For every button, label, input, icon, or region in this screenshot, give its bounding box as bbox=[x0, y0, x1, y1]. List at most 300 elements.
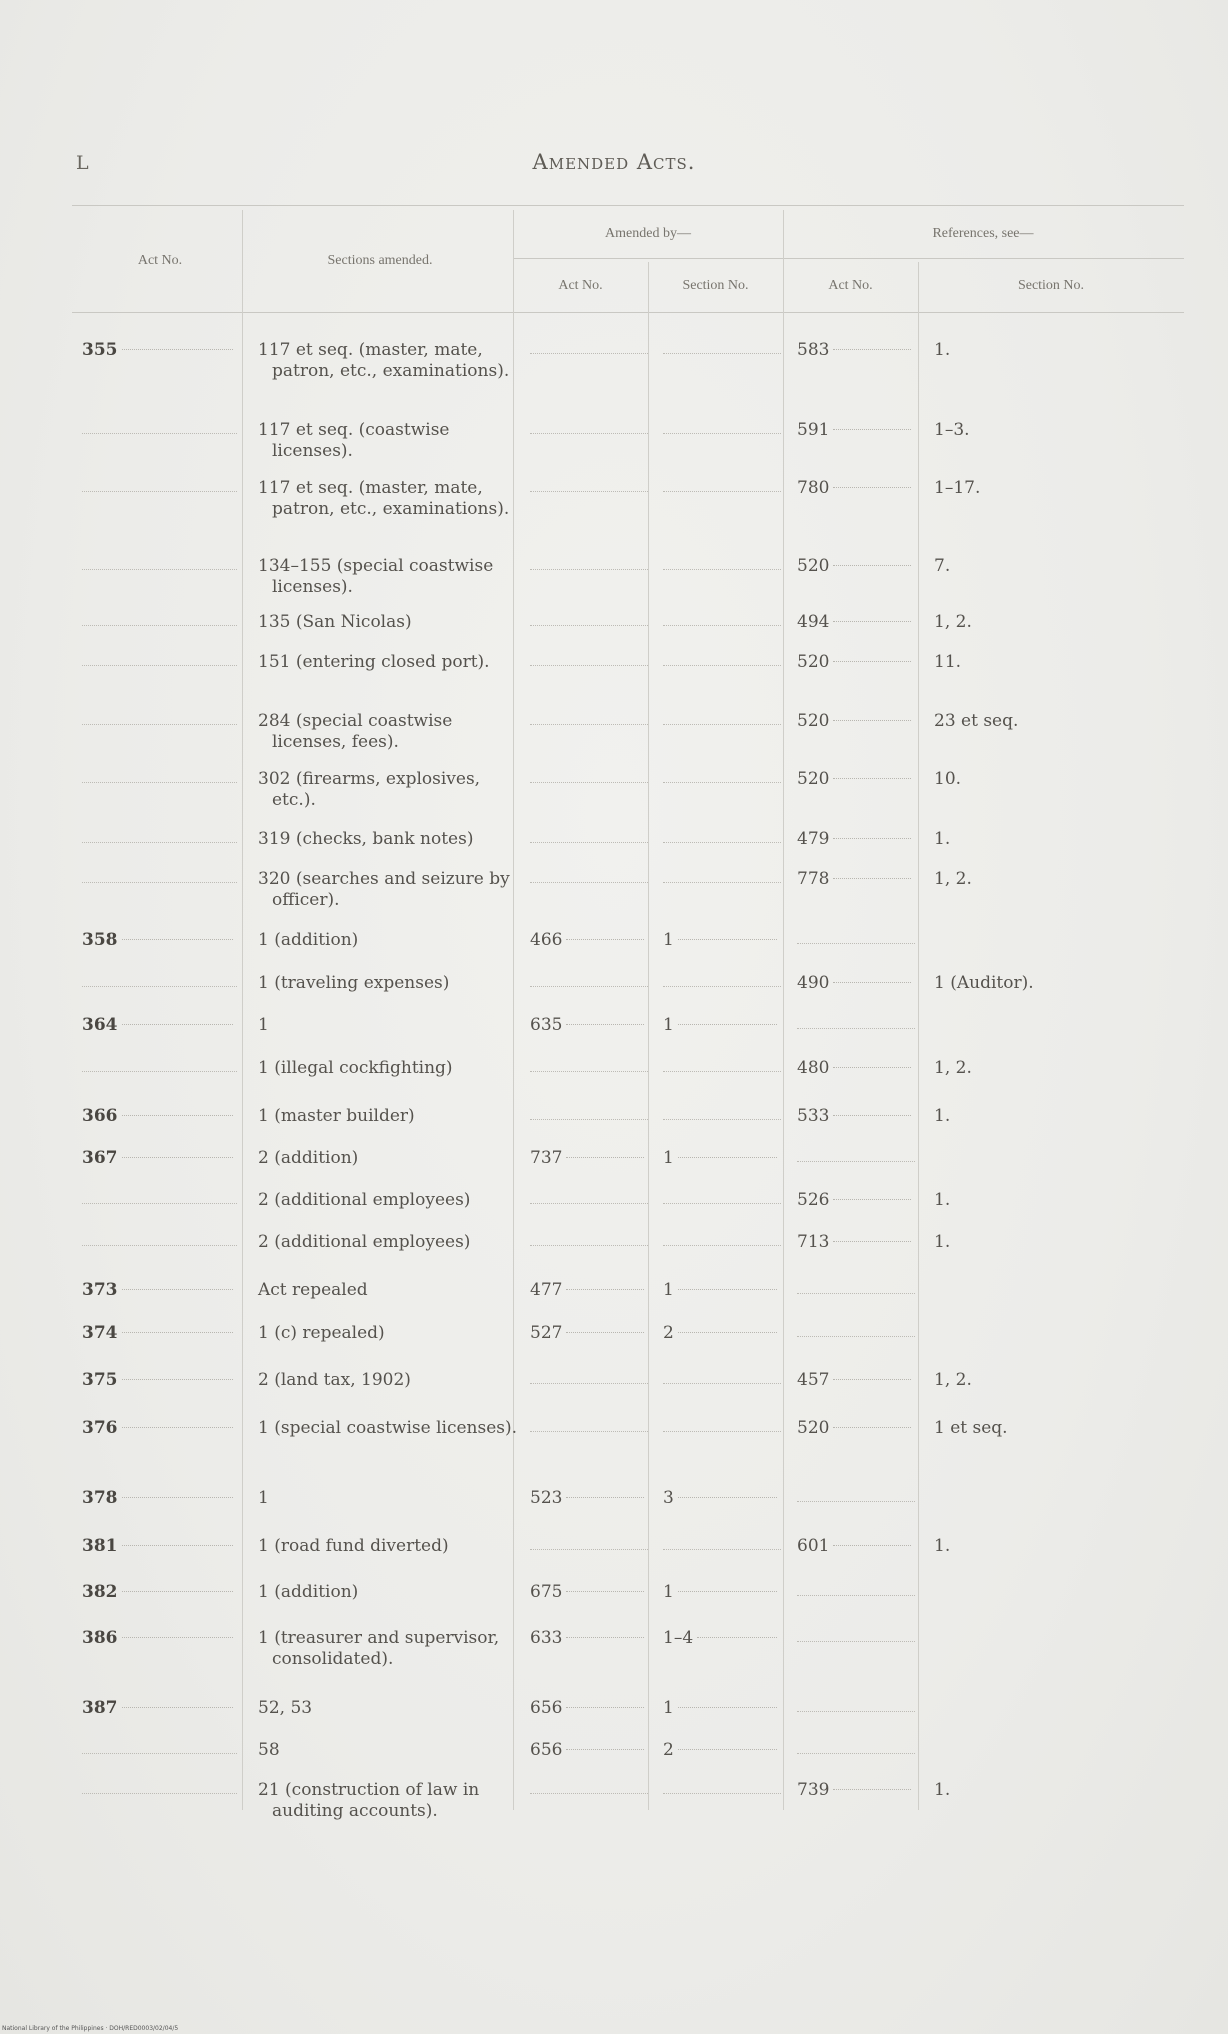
amended-act-cell bbox=[530, 1015, 648, 1036]
amended-section-cell bbox=[663, 1323, 781, 1344]
cell-text: 1 (road fund diverted) bbox=[258, 1536, 449, 1556]
leader-dots bbox=[82, 1244, 237, 1246]
amended-act-cell bbox=[530, 1370, 648, 1384]
cell-text: 21 (construction of law in auditing accounts). bbox=[258, 1780, 480, 1821]
leader-dots bbox=[530, 1070, 648, 1072]
leader-dots bbox=[833, 981, 911, 983]
cell-text: 1, 2. bbox=[934, 1370, 972, 1390]
cell-text: 466 bbox=[530, 930, 563, 950]
column-divider bbox=[242, 210, 243, 1810]
leader-dots bbox=[663, 781, 781, 783]
reference-section-cell bbox=[934, 1536, 1154, 1557]
cell-text: 520 bbox=[797, 556, 830, 576]
amended-section-cell bbox=[663, 1740, 781, 1761]
leader-dots bbox=[797, 942, 915, 944]
act-number-cell bbox=[82, 478, 237, 492]
header-act-no: Act No. bbox=[137, 253, 183, 268]
leader-dots bbox=[833, 620, 911, 622]
cell-text: 533 bbox=[797, 1106, 830, 1126]
amended-section-cell bbox=[663, 1536, 781, 1550]
cell-text: 1 (illegal cockfighting) bbox=[258, 1058, 453, 1078]
act-number-cell bbox=[82, 930, 237, 951]
reference-act-cell bbox=[797, 1780, 915, 1801]
amended-section-cell bbox=[663, 1780, 781, 1794]
leader-dots bbox=[678, 1748, 777, 1750]
act-number-cell bbox=[82, 1698, 237, 1719]
cell-text: 364 bbox=[82, 1015, 118, 1035]
act-number-cell bbox=[82, 1780, 237, 1794]
leader-dots bbox=[566, 1156, 644, 1158]
leader-dots bbox=[663, 432, 781, 434]
cell-text: 52, 53 bbox=[258, 1698, 313, 1718]
cell-text: 10. bbox=[934, 769, 962, 789]
reference-act-cell bbox=[797, 769, 915, 790]
amended-act-cell bbox=[530, 1740, 648, 1761]
cell-text: 381 bbox=[82, 1536, 118, 1556]
leader-dots bbox=[678, 1288, 777, 1290]
leader-dots bbox=[678, 1496, 777, 1498]
section-cell bbox=[258, 1058, 524, 1079]
leader-dots bbox=[122, 1331, 234, 1333]
cell-text: 2 (additional employees) bbox=[258, 1190, 471, 1210]
cell-text: 583 bbox=[797, 340, 830, 360]
reference-act-cell bbox=[797, 711, 915, 732]
leader-dots bbox=[833, 564, 911, 566]
section-cell bbox=[258, 1628, 524, 1670]
reference-act-cell bbox=[797, 1488, 915, 1502]
reference-act-cell bbox=[797, 930, 915, 944]
cell-text: 675 bbox=[530, 1582, 563, 1602]
section-cell bbox=[258, 1582, 524, 1603]
leader-dots bbox=[833, 777, 911, 779]
cell-text: 520 bbox=[797, 711, 830, 731]
cell-text: 656 bbox=[530, 1740, 563, 1760]
cell-text: 373 bbox=[82, 1280, 118, 1300]
cell-text: 1 bbox=[663, 1280, 674, 1300]
section-cell bbox=[258, 930, 524, 951]
leader-dots bbox=[797, 1335, 915, 1337]
cell-text: 477 bbox=[530, 1280, 563, 1300]
cell-text: 320 (searches and seizure by officer). bbox=[258, 869, 510, 910]
reference-act-cell bbox=[797, 1323, 915, 1337]
act-number-cell bbox=[82, 1280, 237, 1301]
reference-act-cell bbox=[797, 652, 915, 673]
reference-section-cell bbox=[934, 1232, 1154, 1253]
leader-dots bbox=[797, 1710, 915, 1712]
cell-text: 1. bbox=[934, 1190, 951, 1210]
section-cell bbox=[258, 1280, 524, 1301]
act-number-cell bbox=[82, 1232, 237, 1246]
amended-section-cell bbox=[663, 769, 781, 783]
cell-text: 7. bbox=[934, 556, 951, 576]
cell-text: 1. bbox=[934, 1232, 951, 1252]
amended-section-cell bbox=[663, 1628, 781, 1649]
cell-text: 1 bbox=[663, 1698, 674, 1718]
amended-act-cell bbox=[530, 973, 648, 987]
leader-dots bbox=[530, 1202, 648, 1204]
amended-section-cell bbox=[663, 652, 781, 666]
act-number-cell bbox=[82, 1740, 237, 1754]
leader-dots bbox=[797, 1160, 915, 1162]
act-number-cell bbox=[82, 869, 237, 883]
amended-section-cell bbox=[663, 556, 781, 570]
cell-text: 480 bbox=[797, 1058, 830, 1078]
amended-section-cell bbox=[663, 420, 781, 434]
section-cell bbox=[258, 1323, 524, 1344]
amended-section-cell bbox=[663, 1582, 781, 1603]
amended-act-cell bbox=[530, 420, 648, 434]
leader-dots bbox=[833, 486, 911, 488]
amended-by-rule bbox=[513, 258, 783, 259]
leader-dots bbox=[663, 568, 781, 570]
cell-text: 355 bbox=[82, 340, 118, 360]
section-cell bbox=[258, 711, 524, 753]
amended-act-cell bbox=[530, 1582, 648, 1603]
leader-dots bbox=[82, 841, 237, 843]
cell-text: 520 bbox=[797, 769, 830, 789]
act-number-cell bbox=[82, 556, 237, 570]
cell-text: 2 (additional employees) bbox=[258, 1232, 471, 1252]
cell-text: 382 bbox=[82, 1582, 118, 1602]
leader-dots bbox=[663, 841, 781, 843]
leader-dots bbox=[663, 723, 781, 725]
leader-dots bbox=[663, 881, 781, 883]
cell-text: 591 bbox=[797, 420, 830, 440]
leader-dots bbox=[82, 1792, 237, 1794]
reference-section-cell bbox=[934, 478, 1154, 499]
leader-dots bbox=[566, 1331, 644, 1333]
cell-text: 117 et seq. (coastwise licenses). bbox=[258, 420, 450, 461]
references-rule bbox=[784, 258, 1184, 259]
act-number-cell bbox=[82, 1370, 237, 1391]
cell-text: 1–3. bbox=[934, 420, 970, 440]
cell-text: 2 (land tax, 1902) bbox=[258, 1370, 411, 1390]
leader-dots bbox=[833, 719, 911, 721]
act-number-cell bbox=[82, 1418, 237, 1439]
leader-dots bbox=[122, 938, 234, 940]
amended-section-cell bbox=[663, 973, 781, 987]
cell-text: 1. bbox=[934, 1536, 951, 1556]
cell-text: 151 (entering closed port). bbox=[258, 652, 490, 672]
leader-dots bbox=[678, 1706, 777, 1708]
amended-act-cell bbox=[530, 769, 648, 783]
reference-act-cell bbox=[797, 1280, 915, 1294]
leader-dots bbox=[663, 1118, 781, 1120]
section-cell bbox=[258, 1015, 524, 1036]
reference-act-cell bbox=[797, 1698, 915, 1712]
section-cell bbox=[258, 1148, 524, 1169]
leader-dots bbox=[530, 1382, 648, 1384]
leader-dots bbox=[530, 432, 648, 434]
section-cell bbox=[258, 652, 524, 673]
amended-section-cell bbox=[663, 478, 781, 492]
cell-text: 3 bbox=[663, 1488, 674, 1508]
header-ref-section-no: Section No. bbox=[1017, 278, 1085, 293]
leader-dots bbox=[833, 428, 911, 430]
reference-section-cell bbox=[934, 652, 1154, 673]
reference-act-cell bbox=[797, 1015, 915, 1029]
cell-text: 376 bbox=[82, 1418, 118, 1438]
reference-section-cell bbox=[934, 1058, 1154, 1079]
leader-dots bbox=[566, 1496, 644, 1498]
leader-dots bbox=[530, 568, 648, 570]
leader-dots bbox=[678, 938, 777, 940]
amended-section-cell bbox=[663, 829, 781, 843]
amended-act-cell bbox=[530, 1190, 648, 1204]
cell-text: 375 bbox=[82, 1370, 118, 1390]
leader-dots bbox=[833, 1788, 911, 1790]
cell-text: 367 bbox=[82, 1148, 118, 1168]
column-divider bbox=[783, 210, 784, 1810]
reference-act-cell bbox=[797, 1628, 915, 1642]
leader-dots bbox=[122, 1114, 234, 1116]
act-number-cell bbox=[82, 1628, 237, 1649]
leader-dots bbox=[833, 877, 911, 879]
act-number-cell bbox=[82, 1536, 237, 1557]
leader-dots bbox=[678, 1023, 777, 1025]
cell-text: 1 (traveling expenses) bbox=[258, 973, 450, 993]
section-cell bbox=[258, 869, 524, 911]
cell-text: 1 bbox=[663, 1148, 674, 1168]
leader-dots bbox=[678, 1331, 777, 1333]
cell-text: 494 bbox=[797, 612, 830, 632]
reference-section-cell bbox=[934, 556, 1154, 577]
reference-section-cell bbox=[934, 769, 1154, 790]
leader-dots bbox=[663, 490, 781, 492]
leader-dots bbox=[82, 881, 237, 883]
leader-dots bbox=[797, 1594, 915, 1596]
amended-section-cell bbox=[663, 1280, 781, 1301]
section-cell bbox=[258, 1190, 524, 1211]
cell-text: 58 bbox=[258, 1740, 280, 1760]
running-title: Amended Acts. bbox=[532, 150, 696, 174]
leader-dots bbox=[530, 1244, 648, 1246]
reference-act-cell bbox=[797, 1106, 915, 1127]
leader-dots bbox=[530, 841, 648, 843]
leader-dots bbox=[530, 1548, 648, 1550]
leader-dots bbox=[82, 568, 237, 570]
cell-text: 1 bbox=[258, 1015, 269, 1035]
act-number-cell bbox=[82, 769, 237, 783]
leader-dots bbox=[82, 781, 237, 783]
act-number-cell bbox=[82, 420, 237, 434]
leader-dots bbox=[566, 1288, 644, 1290]
leader-dots bbox=[82, 1070, 237, 1072]
leader-dots bbox=[530, 1118, 648, 1120]
leader-dots bbox=[663, 664, 781, 666]
cell-text: 1, 2. bbox=[934, 612, 972, 632]
amended-act-cell bbox=[530, 1488, 648, 1509]
leader-dots bbox=[833, 1544, 911, 1546]
amended-section-cell bbox=[663, 1698, 781, 1719]
act-number-cell bbox=[82, 1190, 237, 1204]
header-amended-by: Amended by— bbox=[605, 226, 691, 241]
reference-section-cell bbox=[934, 1780, 1154, 1801]
act-number-cell bbox=[82, 711, 237, 725]
reference-section-cell bbox=[934, 1418, 1154, 1439]
amended-section-cell bbox=[663, 1370, 781, 1384]
cell-text: 366 bbox=[82, 1106, 118, 1126]
amended-act-cell bbox=[530, 1323, 648, 1344]
cell-text: 526 bbox=[797, 1190, 830, 1210]
leader-dots bbox=[566, 1023, 644, 1025]
cell-text: 134–155 (special coastwise licenses). bbox=[258, 556, 494, 597]
reference-section-cell bbox=[934, 1370, 1154, 1391]
amended-section-cell bbox=[663, 1148, 781, 1169]
leader-dots bbox=[566, 1748, 644, 1750]
section-cell bbox=[258, 1740, 524, 1761]
amended-act-cell bbox=[530, 1232, 648, 1246]
leader-dots bbox=[833, 348, 911, 350]
leader-dots bbox=[82, 985, 237, 987]
cell-text: 1 (master builder) bbox=[258, 1106, 415, 1126]
leader-dots bbox=[833, 1114, 911, 1116]
leader-dots bbox=[122, 1706, 234, 1708]
leader-dots bbox=[797, 1500, 915, 1502]
leader-dots bbox=[82, 432, 237, 434]
reference-section-cell bbox=[934, 869, 1154, 890]
scan-credit: National Library of the Philippines · DOH/RED0003/02/04/5 bbox=[2, 2025, 179, 2032]
amended-section-cell bbox=[663, 930, 781, 951]
amended-act-cell bbox=[530, 612, 648, 626]
reference-section-cell bbox=[934, 612, 1154, 633]
leader-dots bbox=[663, 352, 781, 354]
leader-dots bbox=[566, 1706, 644, 1708]
cell-text: 2 (addition) bbox=[258, 1148, 359, 1168]
amended-act-cell bbox=[530, 1698, 648, 1719]
section-cell bbox=[258, 769, 524, 811]
cell-text: Act repealed bbox=[258, 1280, 368, 1300]
reference-section-cell bbox=[934, 1106, 1154, 1127]
act-number-cell bbox=[82, 1488, 237, 1509]
leader-dots bbox=[663, 1244, 781, 1246]
amended-act-cell bbox=[530, 1148, 648, 1169]
leader-dots bbox=[122, 1496, 234, 1498]
amended-act-cell bbox=[530, 556, 648, 570]
leader-dots bbox=[678, 1156, 777, 1158]
cell-text: 1 bbox=[663, 1015, 674, 1035]
leader-dots bbox=[566, 938, 644, 940]
cell-text: 520 bbox=[797, 1418, 830, 1438]
cell-text: 1, 2. bbox=[934, 1058, 972, 1078]
cell-text: 713 bbox=[797, 1232, 830, 1252]
cell-text: 23 et seq. bbox=[934, 711, 1019, 731]
leader-dots bbox=[833, 1066, 911, 1068]
cell-text: 1. bbox=[934, 1780, 951, 1800]
cell-text: 1. bbox=[934, 1106, 951, 1126]
cell-text: 780 bbox=[797, 478, 830, 498]
reference-act-cell bbox=[797, 1232, 915, 1253]
reference-act-cell bbox=[797, 1740, 915, 1754]
cell-text: 479 bbox=[797, 829, 830, 849]
leader-dots bbox=[663, 1548, 781, 1550]
reference-act-cell bbox=[797, 478, 915, 499]
leader-dots bbox=[566, 1636, 644, 1638]
amended-act-cell bbox=[530, 930, 648, 951]
amended-section-cell bbox=[663, 340, 781, 354]
reference-act-cell bbox=[797, 1190, 915, 1211]
act-number-cell bbox=[82, 973, 237, 987]
amended-act-cell bbox=[530, 1418, 648, 1432]
section-cell bbox=[258, 1780, 524, 1822]
header-amended-section-no: Section No. bbox=[682, 278, 749, 293]
leader-dots bbox=[530, 624, 648, 626]
section-cell bbox=[258, 1370, 524, 1391]
cell-text: 520 bbox=[797, 652, 830, 672]
cell-text: 117 et seq. (master, mate, patron, etc., examinations). bbox=[258, 478, 510, 519]
leader-dots bbox=[663, 1430, 781, 1432]
amended-section-cell bbox=[663, 711, 781, 725]
amended-act-cell bbox=[530, 711, 648, 725]
reference-act-cell bbox=[797, 340, 915, 361]
section-cell bbox=[258, 340, 524, 382]
cell-text: 778 bbox=[797, 869, 830, 889]
leader-dots bbox=[663, 1070, 781, 1072]
leader-dots bbox=[797, 1292, 915, 1294]
amended-section-cell bbox=[663, 612, 781, 626]
act-number-cell bbox=[82, 1106, 237, 1127]
act-number-cell bbox=[82, 1148, 237, 1169]
act-number-cell bbox=[82, 652, 237, 666]
leader-dots bbox=[122, 1590, 234, 1592]
cell-text: 635 bbox=[530, 1015, 563, 1035]
reference-act-cell bbox=[797, 1536, 915, 1557]
reference-act-cell bbox=[797, 612, 915, 633]
leader-dots bbox=[530, 490, 648, 492]
reference-section-cell bbox=[934, 340, 1154, 361]
leader-dots bbox=[697, 1636, 777, 1638]
act-number-cell bbox=[82, 340, 237, 361]
section-cell bbox=[258, 1418, 524, 1439]
act-number-cell bbox=[82, 829, 237, 843]
section-cell bbox=[258, 420, 524, 462]
cell-text: 284 (special coastwise licenses, fees). bbox=[258, 711, 453, 752]
leader-dots bbox=[530, 781, 648, 783]
cell-text: 117 et seq. (master, mate, patron, etc., examinations). bbox=[258, 340, 510, 381]
leader-dots bbox=[122, 1156, 234, 1158]
cell-text: 378 bbox=[82, 1488, 118, 1508]
amended-act-cell bbox=[530, 869, 648, 883]
amended-section-cell bbox=[663, 1058, 781, 1072]
cell-text: 135 (San Nicolas) bbox=[258, 612, 412, 632]
leader-dots bbox=[122, 1288, 234, 1290]
amended-act-cell bbox=[530, 1628, 648, 1649]
act-number-cell bbox=[82, 1058, 237, 1072]
cell-text: 302 (firearms, explosives, etc.). bbox=[258, 769, 481, 810]
section-cell bbox=[258, 973, 524, 994]
header-amended-act-no: Act No. bbox=[558, 278, 603, 293]
leader-dots bbox=[663, 624, 781, 626]
cell-text: 1 bbox=[663, 1582, 674, 1602]
reference-act-cell bbox=[797, 829, 915, 850]
leader-dots bbox=[530, 881, 648, 883]
leader-dots bbox=[530, 985, 648, 987]
leader-dots bbox=[663, 1382, 781, 1384]
leader-dots bbox=[82, 490, 237, 492]
reference-section-cell bbox=[934, 1190, 1154, 1211]
cell-text: 1–17. bbox=[934, 478, 981, 498]
leader-dots bbox=[122, 348, 234, 350]
reference-act-cell bbox=[797, 420, 915, 441]
leader-dots bbox=[833, 1198, 911, 1200]
leader-dots bbox=[663, 985, 781, 987]
leader-dots bbox=[530, 1430, 648, 1432]
amended-act-cell bbox=[530, 652, 648, 666]
amended-section-cell bbox=[663, 1232, 781, 1246]
leader-dots bbox=[530, 723, 648, 725]
header-ref-act-no: Act No. bbox=[828, 278, 873, 293]
cell-text: 1. bbox=[934, 829, 951, 849]
